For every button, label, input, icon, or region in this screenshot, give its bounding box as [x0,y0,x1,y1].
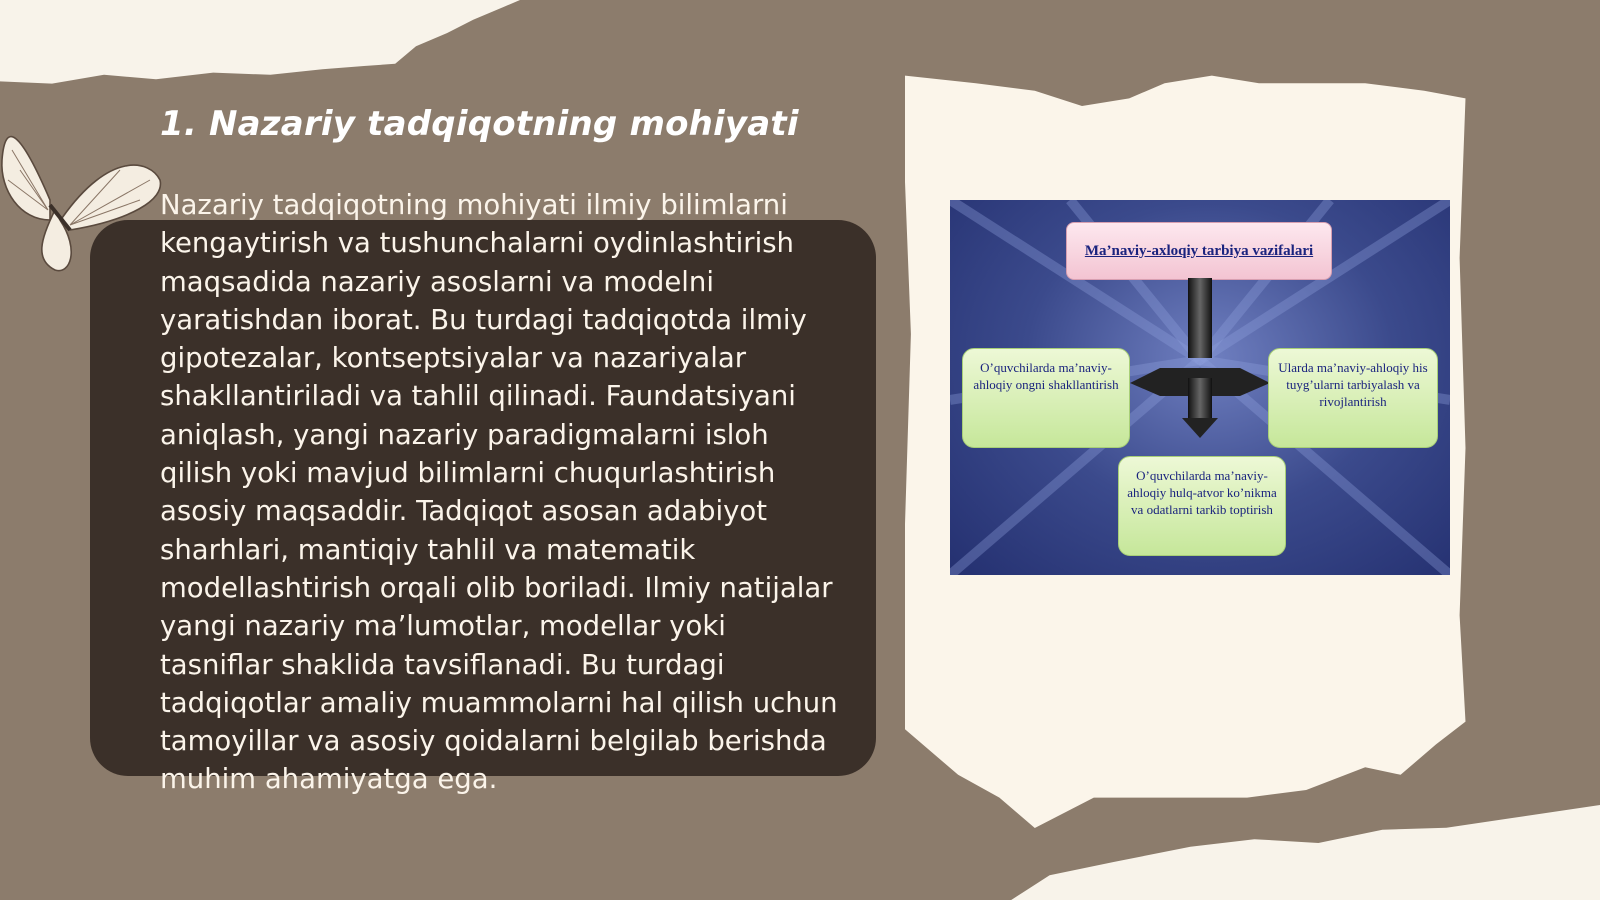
diagram-title-box: Ma’naviy-axloqiy tarbiya vazifalari [1066,222,1332,280]
diagram-box-right: Ularda ma’naviy-ahloqiy his tuyg’ularni tarbiyalash va rivojlantirish [1268,348,1438,448]
slide-title: 1. Nazariy tadqiqotning mohiyati [160,104,799,144]
diagram-image [950,200,1450,575]
butterfly-icon [0,110,170,280]
arrow-connector [1130,278,1270,438]
slide-body-text: Nazariy tadqiqotning mohiyati ilmiy bilimlarni kengaytirish va tushunchalarni oydinlashtirish maqsadida nazariy asoslarni va modelni yaratishdan iborat. Bu turdagi tadqiqotda ilmiy gipotezalar, kontseptsiyalar va nazariyalar shakllantiriladi va tahlil qilinadi. Faundatsiyani aniqlash, yangi nazariy paradigmalarni isloh qilish yoki mavjud bilimlarni chuqurlashtirish asosiy maqsaddir. Tadqiqot asosan adabiyot sharhlari, mantiqiy tahlil va matematik modellashtirish orqali olib boriladi. Ilmiy natijalar yangi nazariy ma’lumotlar, modellar yoki tasniflar shaklida tavsiflanadi. Bu turdagi tadqiqotlar amaliy muammolarni hal qilish uchun tamoyillar va asosiy qoidalarni belgilab berishda muhim ahamiyatga ega. [160,189,838,796]
diagram-box-bottom: O’quvchilarda ma’naviy-ahloqiy hulq-atvor ko’nikma va odatlarni tarkib toptirish [1118,456,1286,556]
torn-paper-bottom [960,805,1600,900]
diagram-box-left: O’quvchilarda ma’naviy-ahloqiy ongni shakllantirish [962,348,1130,448]
torn-paper-top [0,0,520,110]
